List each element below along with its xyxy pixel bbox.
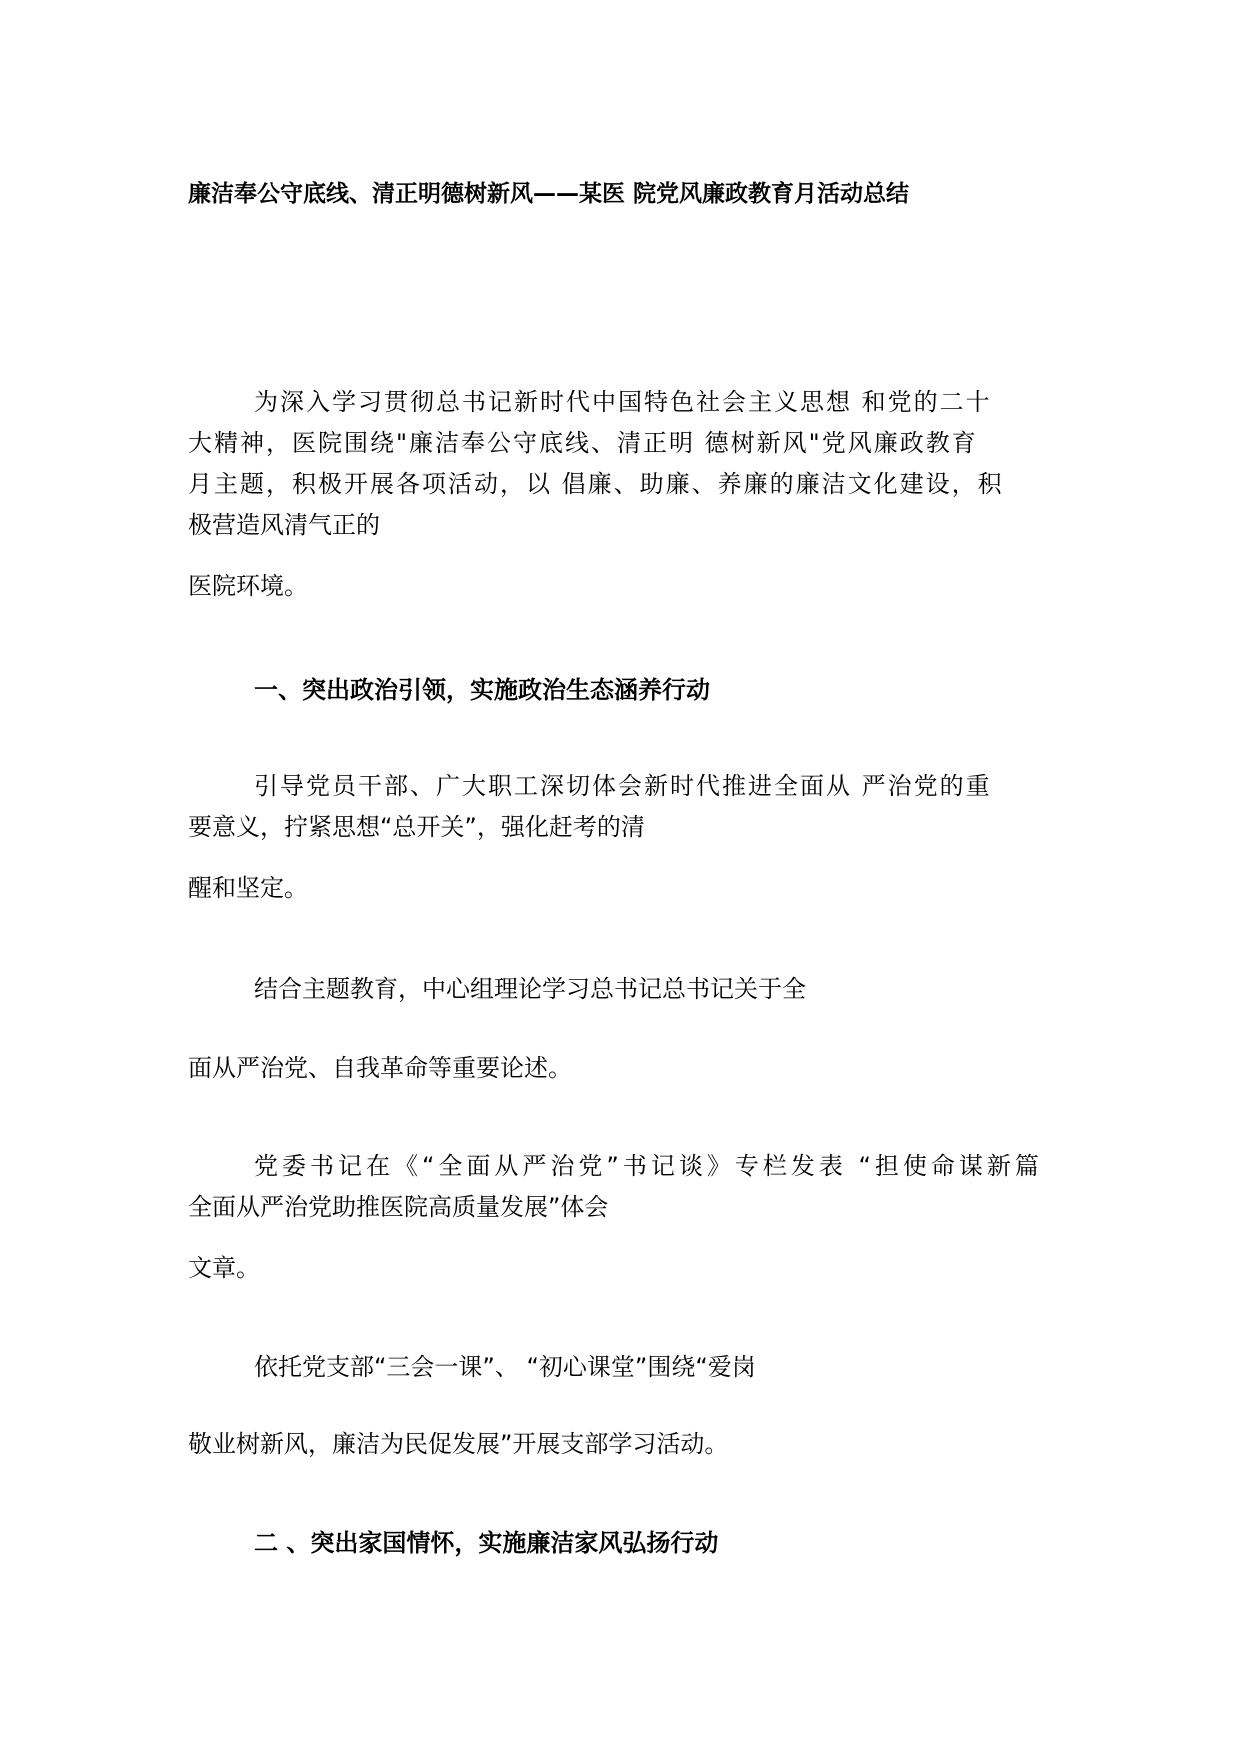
intro-line-5: 医院环境。 bbox=[188, 572, 308, 600]
section1-para2-line-1: 结合主题教育，中心组理论学习总书记总书记关于全 bbox=[254, 975, 806, 1003]
section1-para1-line-1: 引导党员干部、广大职工深切体会新时代推进全面从 严治党的重 bbox=[254, 772, 992, 800]
section2-heading: 二 、突出家国情怀，实施廉洁家风弘扬行动 bbox=[254, 1529, 719, 1557]
section1-para3-line-3: 文章。 bbox=[188, 1254, 260, 1282]
section1-para1-line-3: 醒和坚定。 bbox=[188, 874, 308, 902]
section1-para3-line-1: 党委书记在《“全面从严治党”书记谈》专栏发表 “担使命谋新篇 bbox=[254, 1152, 1043, 1180]
section1-para3-line-2: 全面从严治党助推医院高质量发展”体会 bbox=[188, 1193, 609, 1221]
intro-line-2: 大精神，医院围绕"廉洁奉公守底线、清正明 德树新风"党风廉政教育 bbox=[188, 429, 978, 457]
section1-para4-line-2: 敬业树新风，廉洁为民促发展”开展支部学习活动。 bbox=[188, 1430, 729, 1458]
section1-para1-line-2: 要意义，拧紧思想“总开关”，强化赶考的清 bbox=[188, 813, 645, 841]
intro-line-3: 月主题，积极开展各项活动，以 倡廉、助廉、养廉的廉洁文化建设，积 bbox=[188, 470, 1004, 498]
intro-line-1: 为深入学习贯彻总书记新时代中国特色社会主义思想 和党的二十 bbox=[254, 388, 992, 416]
section1-para2-line-2: 面从严治党、自我革命等重要论述。 bbox=[188, 1054, 572, 1082]
document-title: 廉洁奉公守底线、清正明德树新风——某医 院党风廉政教育月活动总结 bbox=[188, 181, 910, 207]
section1-para4-line-1: 依托党支部“三会一课”、 “初心课堂”围绕“爱岗 bbox=[254, 1353, 756, 1381]
intro-line-4: 极营造风清气正的 bbox=[188, 511, 380, 539]
section1-heading: 一、突出政治引领，实施政治生态涵养行动 bbox=[254, 676, 710, 704]
